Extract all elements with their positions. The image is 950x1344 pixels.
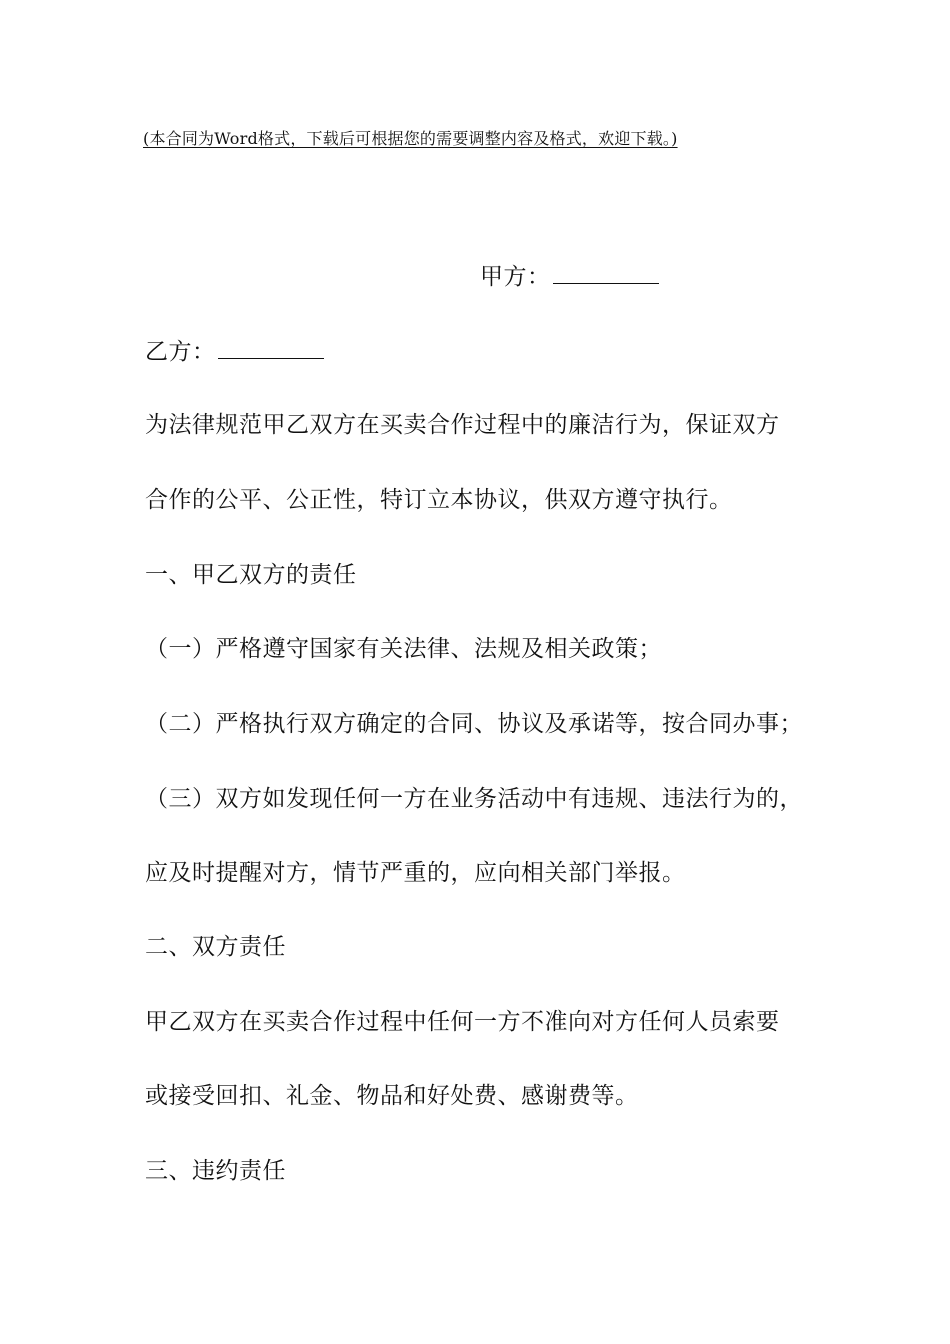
party-b-blank [218,336,324,359]
intro-line-1: 为法律规范甲乙双方在买卖合作过程中的廉洁行为，保证双方 [145,412,780,438]
clause-3-line-2: 应及时提醒对方，情节严重的，应向相关部门举报。 [145,860,686,886]
party-a-label: 甲方： [480,264,551,290]
party-b-label: 乙方： [145,339,216,365]
intro-line-2: 合作的公平、公正性，特订立本协议，供双方遵守执行。 [145,487,733,513]
section-heading-1: 一、甲乙双方的责任 [145,562,357,588]
format-notice: (本合同为Word格式，下载后可根据您的需要调整内容及格式，欢迎下载。) [143,129,678,148]
party-a-line [480,261,659,292]
clause-1: （一）严格遵守国家有关法律、法规及相关政策； [145,636,662,662]
section-heading-3: 三、违约责任 [145,1158,286,1184]
section-2-body-line-1: 甲乙双方在买卖合作过程中任何一方不准向对方任何人员索要 [145,1009,780,1035]
party-a-blank [553,261,659,284]
section-heading-2: 二、双方责任 [145,934,286,960]
clause-3-line-1: （三）双方如发现任何一方在业务活动中有违规、违法行为的， [145,786,803,812]
section-2-body-line-2: 或接受回扣、礼金、物品和好处费、感谢费等。 [145,1083,639,1109]
clause-2: （二）严格执行双方确定的合同、协议及承诺等，按合同办事； [145,711,803,737]
party-b-line [145,336,324,367]
